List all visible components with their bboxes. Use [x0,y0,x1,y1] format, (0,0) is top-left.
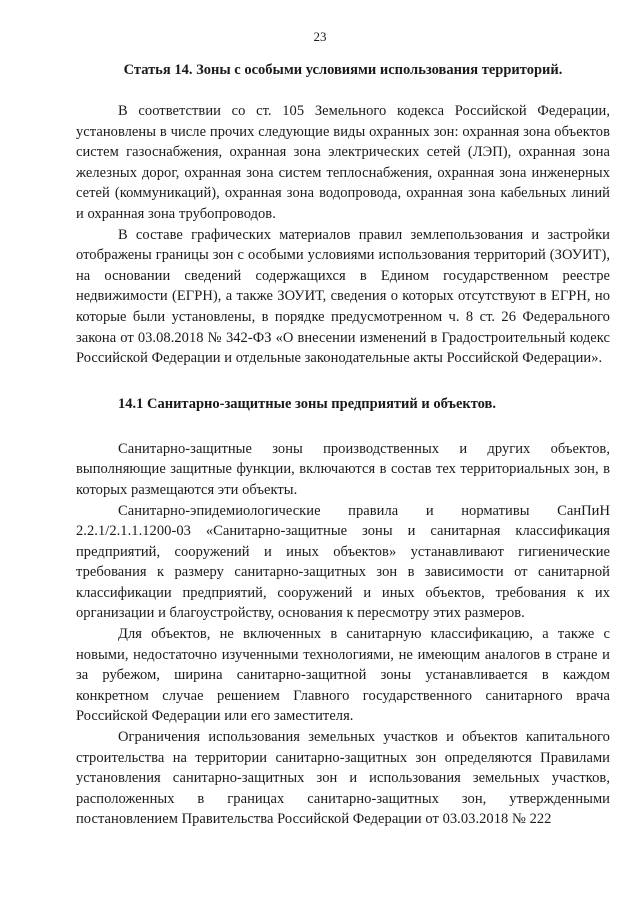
page-number: 23 [313,29,327,44]
section-paragraph: Санитарно-защитные зоны производственных и других объектов, выполняющие защитные функции, включаются в состав тех территориальных зон, в которых размещаются эти объекты. [76,440,610,498]
page-content [76,58,610,830]
article-paragraph: В составе графических материалов правил землепользования и застройки отображены границы зон с особыми условиями использования территорий (ЗОУИТ), на основании сведений содержащихся в Едином государственном реестре недвижимости (ЕГРН), а также ЗОУИТ, сведения о которых отсутствуют в ЕГРН, но которые были установлены, в порядке предусмотренном ч. 8 ст. 26 Федерального закона от 03.08.2018 № 342-ФЗ «О внесении изменений в Градостроительный кодекс Российской Федерации и отдельные законодательные акты Российской Федерации». [76,226,610,367]
article-paragraph: В соответствии со ст. 105 Земельного кодекса Российской Федерации, установлены в числе прочих следующие виды охранных зон: охранная зона объектов систем газоснабжения, охранная зона электрических сетей (ЛЭП), охранная зона железных дорог, охранная зона систем теплоснабжения, охранная зона инженерных сетей (коммуникаций), охранная зона водопровода, охранная зона кабельных линий и охранная зона трубопроводов. [76,103,610,222]
section-paragraph: Для объектов, не включенных в санитарную классификацию, а также с новыми, недостаточно изученными технологиями, не имеющим аналогов в стране и за рубежом, ширина санитарно-защитной зоны устанавливается в каждом конкретном случае решением Главного государственного санитарного врача Российской Федерации или его заместителя. [76,626,610,725]
section-paragraph: Ограничения использования земельных участков и объектов капитального строительства на территории санитарно-защитных зон определяются Правилами установления санитарно-защитных зон и использования земельных участков, расположенных в границах санитарно-защитных зон, утвержденными постановлением Правительства Российской Федерации от 03.03.2018 № 222 [76,729,610,828]
section-title: 14.1 Санитарно-защитные зоны предприятий и объектов. [118,395,497,412]
section-paragraph: Санитарно-эпидемиологические правила и нормативы СанПиН 2.2.1/2.1.1.1200-03 «Санитарно-защитные зоны и санитарная классификация предприятий, сооружений и иных объектов» устанавливают гигиенические требования к размеру санитарно-защитных зон в зависимости от санитарной классификации предприятий, сооружений и иных объектов, требования к их организации и благоустройству, основания к пересмотру этих размеров. [76,502,610,622]
article-title: Статья 14. Зоны с особыми условиями использования территорий. [123,62,563,78]
